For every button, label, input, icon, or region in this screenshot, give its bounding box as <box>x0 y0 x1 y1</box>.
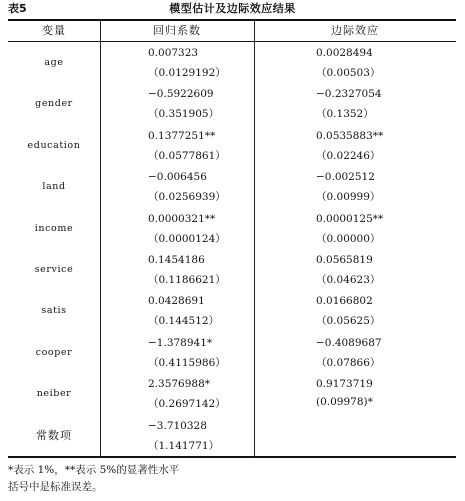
table-number: 表5 <box>8 2 27 15</box>
coef-value: 0.1454186 <box>148 253 205 266</box>
note-significance: *表示 1%，**表示 5%的显著性水平 <box>8 464 180 476</box>
me-cell <box>254 290 456 331</box>
me-value: 0.0166802 <box>316 295 373 308</box>
me-std-error: （0.05625） <box>316 315 381 328</box>
table-row-neiber <box>8 373 456 414</box>
me-value: −0.002512 <box>316 171 375 184</box>
coef-std-error: （1.141771） <box>148 439 220 452</box>
me-cell <box>254 166 456 207</box>
coef-cell <box>100 125 254 166</box>
coef-cell <box>100 332 254 373</box>
coef-cell <box>100 166 254 207</box>
me-std-error: （0.1352） <box>316 108 374 121</box>
table-title: 模型估计及边际效应结果 <box>169 2 296 15</box>
coef-std-error: （0.0577861） <box>148 149 226 162</box>
row-variable: 常数项 <box>36 428 72 442</box>
me-std-error: （0.07866） <box>316 356 381 369</box>
coef-std-error: （0.2697142） <box>148 398 226 411</box>
header-marginal-effect: 边际效应 <box>331 24 379 37</box>
row-variable: income <box>34 222 74 234</box>
coef-cell <box>100 290 254 331</box>
row-variable: neiber <box>36 388 72 400</box>
me-value: 0.0565819 <box>316 253 373 266</box>
row-variable: land <box>42 181 66 193</box>
coef-value: 0.007323 <box>148 47 199 59</box>
table-row-cooper <box>8 332 456 373</box>
row-variable: gender <box>35 98 73 110</box>
coef-cell <box>100 249 254 290</box>
table-row-satis <box>8 290 456 331</box>
me-cell <box>254 208 456 249</box>
me-cell <box>254 373 456 414</box>
coef-cell <box>100 83 254 124</box>
me-cell <box>254 415 456 456</box>
me-value: 0.0028494 <box>316 47 373 59</box>
me-std-error: (0.09978)* <box>316 396 373 409</box>
table-header-row <box>8 21 456 41</box>
me-value: −0.2327054 <box>316 88 382 101</box>
me-std-error: （0.04623） <box>316 273 381 286</box>
table-row-income <box>8 208 456 249</box>
coef-std-error: （0.144512） <box>148 315 220 328</box>
me-std-error: （0.02246） <box>316 149 381 162</box>
me-cell <box>254 42 456 83</box>
coef-std-error: （0.4115986） <box>148 356 226 369</box>
me-std-error: （0.00503） <box>316 67 381 79</box>
coef-std-error: （0.0129192） <box>148 67 226 79</box>
coef-std-error: （0.0000124） <box>148 232 226 245</box>
me-std-error: （0.00000） <box>316 232 381 245</box>
coef-value: 0.0000321** <box>148 212 216 225</box>
coef-cell <box>100 373 254 414</box>
table-body <box>8 42 456 456</box>
me-value: −0.4089687 <box>316 336 382 349</box>
coef-value: −0.006456 <box>148 171 207 184</box>
coef-value: −1.378941* <box>148 336 213 349</box>
table-row-constant <box>8 415 456 456</box>
row-variable: service <box>34 263 74 275</box>
coef-cell <box>100 415 254 456</box>
coef-std-error: （0.0256939） <box>148 191 226 204</box>
table-row-gender <box>8 83 456 124</box>
coef-value: 0.1377251** <box>148 129 216 142</box>
coef-std-error: （0.1186621） <box>148 273 226 286</box>
me-cell <box>254 125 456 166</box>
coef-value: 2.3576988* <box>148 378 211 391</box>
me-value: 0.9173719 <box>316 378 373 391</box>
coef-cell <box>100 42 254 83</box>
me-cell <box>254 83 456 124</box>
header-variable: 变量 <box>42 24 66 37</box>
me-cell <box>254 249 456 290</box>
table-caption <box>0 2 465 16</box>
coef-value: 0.0428691 <box>148 295 205 308</box>
me-value: 0.0535883** <box>316 129 384 142</box>
table-row-service <box>8 249 456 290</box>
row-variable: education <box>27 139 81 151</box>
me-value: 0.0000125** <box>316 212 384 225</box>
coef-value: −0.5922609 <box>148 88 214 101</box>
coef-value: −3.710328 <box>148 419 207 432</box>
coef-std-error: （0.351905） <box>148 108 220 121</box>
table-row-age <box>8 42 456 83</box>
table-notes <box>8 462 179 496</box>
me-std-error: （0.00999） <box>316 191 381 204</box>
table-row-education <box>8 125 456 166</box>
row-variable: cooper <box>35 346 73 358</box>
row-variable: satis <box>41 305 67 317</box>
me-cell <box>254 332 456 373</box>
table-row-land <box>8 166 456 207</box>
table-bottom-rule <box>8 456 456 458</box>
header-coefficient: 回归系数 <box>153 24 201 37</box>
row-variable: age <box>44 57 64 68</box>
coef-cell <box>100 208 254 249</box>
note-std-error: 括号中是标准误差。 <box>8 481 103 493</box>
